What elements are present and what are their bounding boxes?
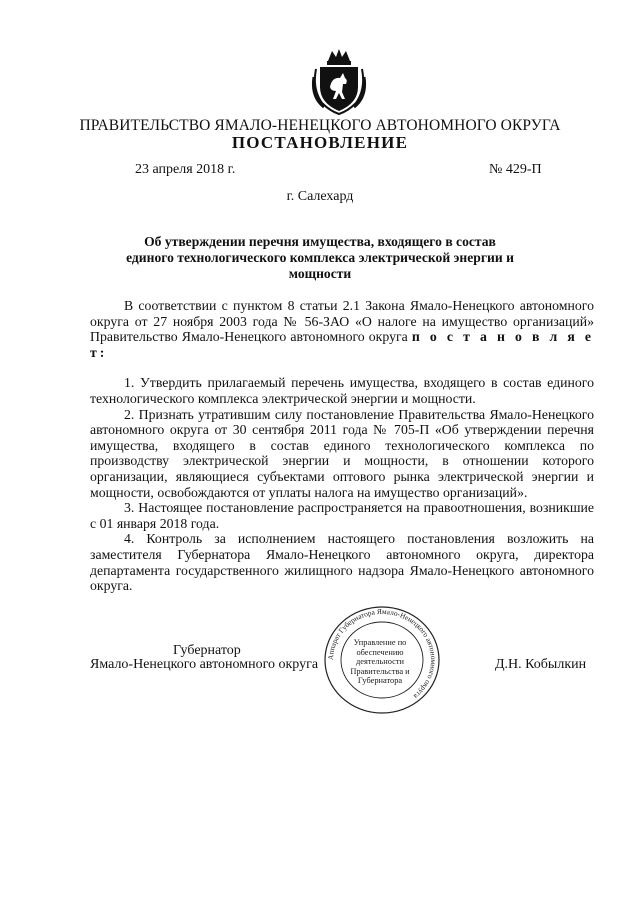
signatory-name: Д.Н. Кобылкин [495, 657, 587, 672]
list-item: 4. Контроль за исполнением настоящего постановления возложить на заместителя Губернатора Ямало-Ненецкого автономного округа, директора департамента государственного жилищного надзора Ямало-Ненецкого автономного округа. [90, 531, 594, 594]
document-body [90, 298, 594, 594]
document-city: г. Салехард [286, 189, 354, 204]
list-item: 3. Настоящее постановление распространяется на правоотношения, возникшие с 01 января 2018 года. [90, 500, 594, 531]
stamp-inner-text: Управление по обеспечению деятельности Правительства и Губернатора [350, 638, 410, 686]
stamp-ring-text: Аппарат Губернатора Ямало-Ненецкого автономного округа [325, 606, 439, 701]
preamble-text: В соответствии с пунктом 8 статьи 2.1 Закона Ямало-Ненецкого автономного округа от 27 ноября 2003 года № 56-ЗАО «О налоге на имущество организаций» Правительство Ямало-Ненецкого автономного округа [90, 298, 594, 345]
preamble [90, 298, 594, 360]
document-date: 23 апреля 2018 г. [135, 162, 236, 177]
document-subject: Об утверждении перечня имущества, входящего в состав единого технологического комплекса электрической энергии и мощности [126, 234, 514, 281]
list-item: 1. Утвердить прилагаемый перечень имущества, входящего в состав единого технологического комплекса электрической энергии и мощности. [90, 375, 594, 406]
coat-of-arms-icon [310, 47, 368, 115]
list-item: 2. Признать утратившим силу постановление Правительства Ямало-Ненецкого автономного округа от 30 сентября 2011 года № 705-П «Об утверждении перечня имущества, входящего в состав единого технологического комплекса по производству электрической энергии и мощности, в отношении которого организации, являющиеся субъектами оптового рынка электрической энергии и мощности, освобождаются от уплаты налога на имущество организаций». [90, 406, 594, 500]
resolves-word: п о с т а н о в л я е т: [90, 329, 594, 360]
document-type: ПОСТАНОВЛЕНИЕ [231, 133, 409, 152]
signatory-organization: Ямало-Ненецкого автономного округа [90, 657, 319, 672]
government-name: ПРАВИТЕЛЬСТВО ЯМАЛО-НЕНЕЦКОГО АВТОНОМНОГО ОКРУГА [79, 117, 561, 134]
document-number: № 429-П [489, 162, 542, 177]
signatory-title: Губернатор [173, 643, 241, 658]
